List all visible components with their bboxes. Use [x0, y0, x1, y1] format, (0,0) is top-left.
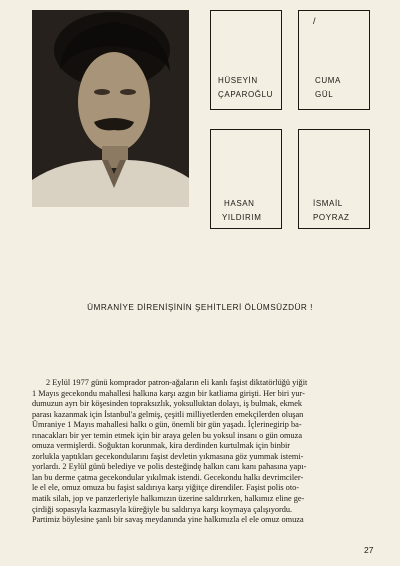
body-line: parası kazanmak için İstanbul'a gelmiş, çeşitli milliyetlerden emekçilerden oluşan — [32, 409, 304, 419]
portrait-last-name: YILDIRIM — [222, 213, 262, 222]
body-line: matik silah, jop ve panzerleriyle halkımızın üzerine saldırırken, halkımız eline ge- — [32, 494, 305, 504]
portrait-box-hasan-yildirim — [210, 129, 282, 229]
pencil-mark-icon: / — [313, 16, 317, 26]
portrait-last-name: POYRAZ — [313, 213, 350, 222]
body-line: yorlardı. 2 Eylül günü belediye ve polis desteğindę halkın canı kanı pahasına yapı- — [32, 462, 307, 472]
portrait-first-name: HÜSEYİN — [218, 76, 258, 85]
body-line: çirdiği sopasıyla kazmasıyla küreğiyle bu saldırıya karşı koymaya çalışıyordu. — [32, 504, 293, 514]
body-line: lan bu derme çatma gecekondular yıkılmak istendi. Gecekondu halkı devrimciler- — [32, 472, 304, 482]
body-line: 2 Eylül 1977 günü komprador patron-ağaların eli kanlı faşist diktatörlüğü yiğit — [46, 378, 308, 387]
section-heading: ÜMRANİYE DİRENİŞİNİN ŞEHİTLERİ ÖLÜMSÜZDÜR ! — [87, 303, 313, 312]
portrait-last-name: GÜL — [315, 90, 334, 99]
portrait-photo — [32, 10, 189, 207]
body-line: zorlukla yaptıkları gecekondularını faşist devletin yıkmasına göz yummak istemi- — [32, 451, 304, 461]
portrait-first-name: HASAN — [224, 199, 255, 208]
portrait-box-huseyin-caparoglu — [210, 10, 282, 110]
body-line: rınacakları bir yer temin etmek için bir araya gelen bu yoksul insanı o gün omuza — [32, 430, 303, 440]
body-line: dumuzun ayrı bir köşesinden topraksızlık, yoksulluktan dolayı, iş bulmak, ekmek — [32, 399, 303, 409]
body-line: omuza vermişlerdi. Soğuktan korunmak, kira derdinden kurtulmak için binbir — [32, 441, 291, 451]
portrait-first-name: İSMAİL — [313, 199, 343, 208]
body-line: Partimiz böylesine şanlı bir savaş meydanında yine halkımızla el ele omuz omuza — [32, 515, 304, 525]
body-paragraph — [32, 378, 368, 526]
portrait-last-name: ÇAPAROĞLU — [218, 90, 274, 99]
body-line: le el ele, omuz omuza bu faşist saldırıya karşı yiğitçe direndiler. Faşist polis oto- — [32, 483, 300, 493]
body-line: 1 Mayıs gecekondu mahallesi halkına karşı azgın bir katliama girişti. Her biri yur- — [32, 388, 305, 398]
portrait-box-cuma-gul — [298, 10, 370, 110]
body-line: Ümraniye 1 Mayıs mahallesi halkı o gün, önemli bir gün yaşadı. İçlerinegirip ba- — [32, 420, 302, 430]
portrait-box-ismail-poyraz — [298, 129, 370, 229]
page-number: 27 — [364, 545, 374, 555]
portrait-first-name: CUMA — [315, 76, 341, 85]
